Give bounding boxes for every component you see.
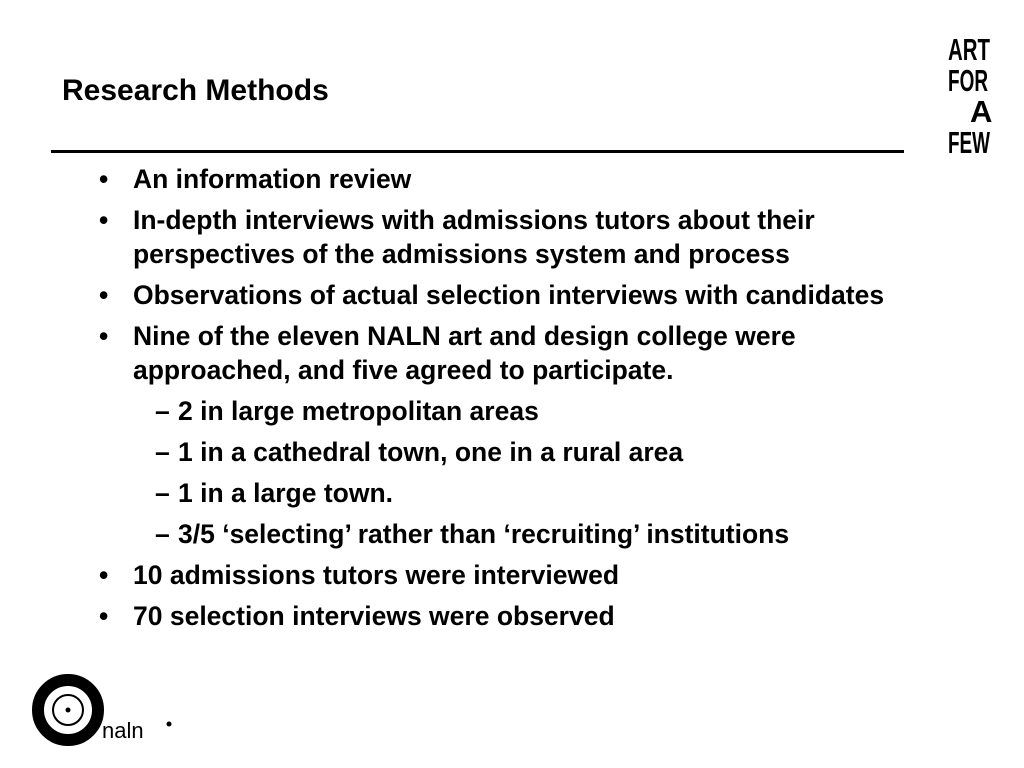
bullet-text: 3/5 ‘selecting’ rather than ‘recruiting’ institutions bbox=[178, 519, 790, 549]
bullet-item bbox=[95, 319, 925, 387]
bullet-list bbox=[95, 162, 925, 633]
bullet-marker: • bbox=[99, 601, 109, 631]
bullet-text: Nine of the eleven NALN art and design college were approached, and five agreed to participate. bbox=[133, 321, 796, 385]
slide-title: Research Methods bbox=[62, 74, 329, 107]
bullet-text: Observations of actual selection interviews with candidates bbox=[133, 280, 885, 310]
naln-logo bbox=[30, 672, 180, 748]
logo-line-for: FOR bbox=[948, 63, 988, 98]
bullet-item bbox=[95, 162, 925, 196]
sub-bullet-item bbox=[140, 394, 925, 428]
bullet-text: 1 in a large town. bbox=[178, 478, 393, 508]
dash-marker: – bbox=[155, 437, 170, 467]
bullet-text: 10 admissions tutors were interviewed bbox=[133, 560, 620, 590]
sub-bullet-item bbox=[140, 435, 925, 469]
logo-line-a: A bbox=[970, 94, 993, 129]
sub-bullet-item bbox=[140, 517, 925, 551]
bullet-text: 2 in large metropolitan areas bbox=[178, 396, 539, 426]
dash-marker: – bbox=[155, 478, 170, 508]
bullet-text: 1 in a cathedral town, one in a rural area bbox=[178, 437, 684, 467]
sub-bullet-item bbox=[140, 476, 925, 510]
bullet-marker: • bbox=[99, 164, 109, 194]
bullet-marker: • bbox=[99, 280, 109, 310]
bullet-text: In-depth interviews with admissions tutors about their perspectives of the admissions system and process bbox=[133, 205, 815, 269]
bullet-item bbox=[95, 203, 925, 271]
dash-marker: – bbox=[155, 519, 170, 549]
bullet-marker: • bbox=[99, 321, 109, 351]
bullet-item bbox=[95, 278, 925, 312]
bullet-text: An information review bbox=[133, 164, 412, 194]
bullet-text: 70 selection interviews were observed bbox=[133, 601, 615, 631]
bullet-marker: • bbox=[99, 560, 109, 590]
art-for-a-few-logo bbox=[946, 30, 994, 160]
logo-line-art: ART bbox=[948, 32, 991, 67]
bullet-marker: • bbox=[99, 205, 109, 235]
naln-wordmark: naln bbox=[102, 718, 144, 743]
title-divider bbox=[51, 150, 904, 153]
logo-line-few: FEW bbox=[948, 125, 991, 160]
dash-marker: – bbox=[155, 396, 170, 426]
bullet-item bbox=[95, 558, 925, 592]
bullet-item bbox=[95, 599, 925, 633]
